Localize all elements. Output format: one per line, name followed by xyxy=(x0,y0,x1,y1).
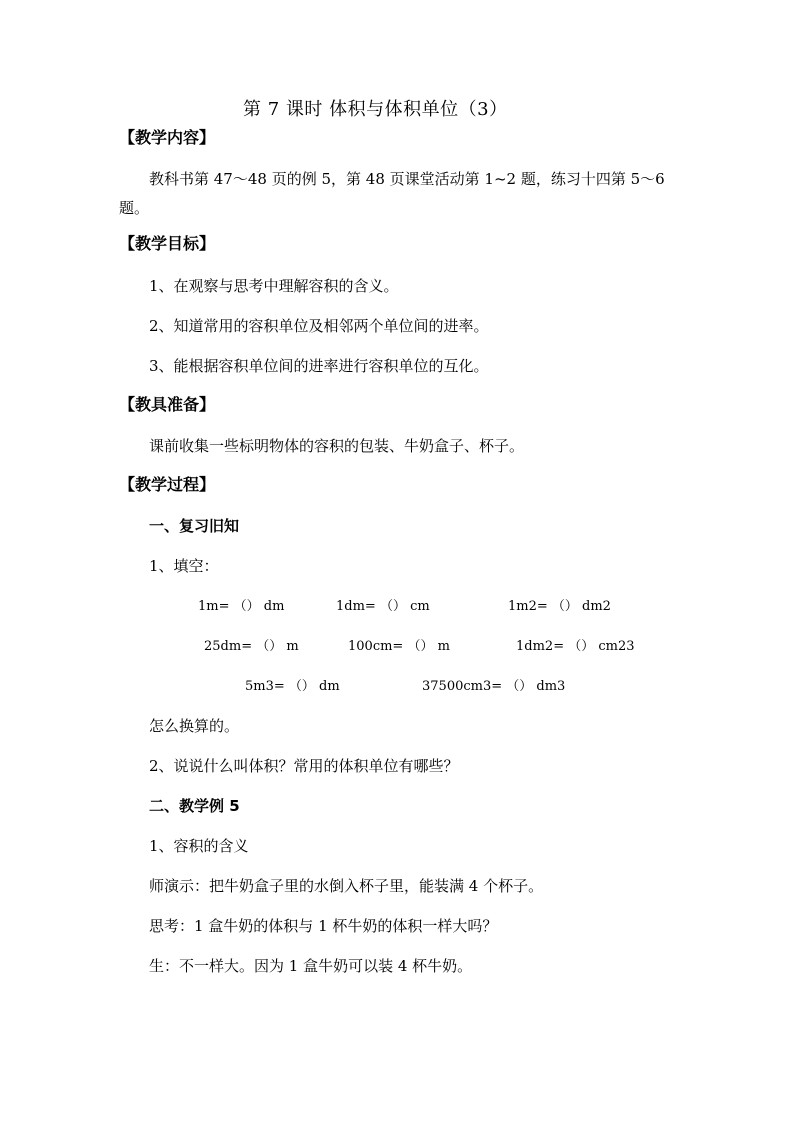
goal-item: 3、能根据容积单位间的进率进行容积单位的互化。 xyxy=(149,357,489,375)
equation: 5m3= （） dm xyxy=(245,679,340,694)
page-title: 第 7 课时 体积与体积单位（3） xyxy=(243,99,508,120)
student-answer: 生：不一样大。因为 1 盒牛奶可以装 4 杯牛奶。 xyxy=(149,957,473,975)
equation: 1m2= （） dm2 xyxy=(508,599,611,614)
conversion-note: 怎么换算的。 xyxy=(149,717,240,735)
teacher-demo: 师演示：把牛奶盒子里的水倒入杯子里，能装满 4 个杯子。 xyxy=(149,877,544,895)
example-heading: 二、教学例 5 xyxy=(149,797,240,815)
content-heading: 【教学内容】 xyxy=(119,128,216,147)
equation: 100cm= （） m xyxy=(348,639,450,654)
think-question: 思考：1 盒牛奶的体积与 1 杯牛奶的体积一样大吗？ xyxy=(149,917,498,935)
equation: 1dm2= （） cm23 xyxy=(516,639,635,654)
content-text-line1: 教科书第 47～48 页的例 5，第 48 页课堂活动第 1~2 题，练习十四第 5～6 xyxy=(149,170,665,188)
process-heading: 【教学过程】 xyxy=(119,475,216,494)
fill-blank-label: 1、填空： xyxy=(149,557,219,575)
equation: 1dm= （） cm xyxy=(336,599,430,614)
capacity-meaning: 1、容积的含义 xyxy=(149,837,249,855)
equation: 37500cm3= （） dm3 xyxy=(422,679,566,694)
content-text-line2: 题。 xyxy=(119,199,150,217)
prep-text: 课前收集一些标明物体的容积的包装、牛奶盒子、杯子。 xyxy=(149,437,525,455)
review-heading: 一、复习旧知 xyxy=(149,517,240,535)
goal-item: 2、知道常用的容积单位及相邻两个单位间的进率。 xyxy=(149,317,489,335)
equation: 1m= （） dm xyxy=(198,599,285,614)
equation: 25dm= （） m xyxy=(204,639,299,654)
prep-heading: 【教具准备】 xyxy=(119,395,216,414)
goal-item: 1、在观察与思考中理解容积的含义。 xyxy=(149,277,399,295)
goals-heading: 【教学目标】 xyxy=(119,234,216,253)
review-question: 2、说说什么叫体积？常用的体积单位有哪些？ xyxy=(149,757,459,775)
